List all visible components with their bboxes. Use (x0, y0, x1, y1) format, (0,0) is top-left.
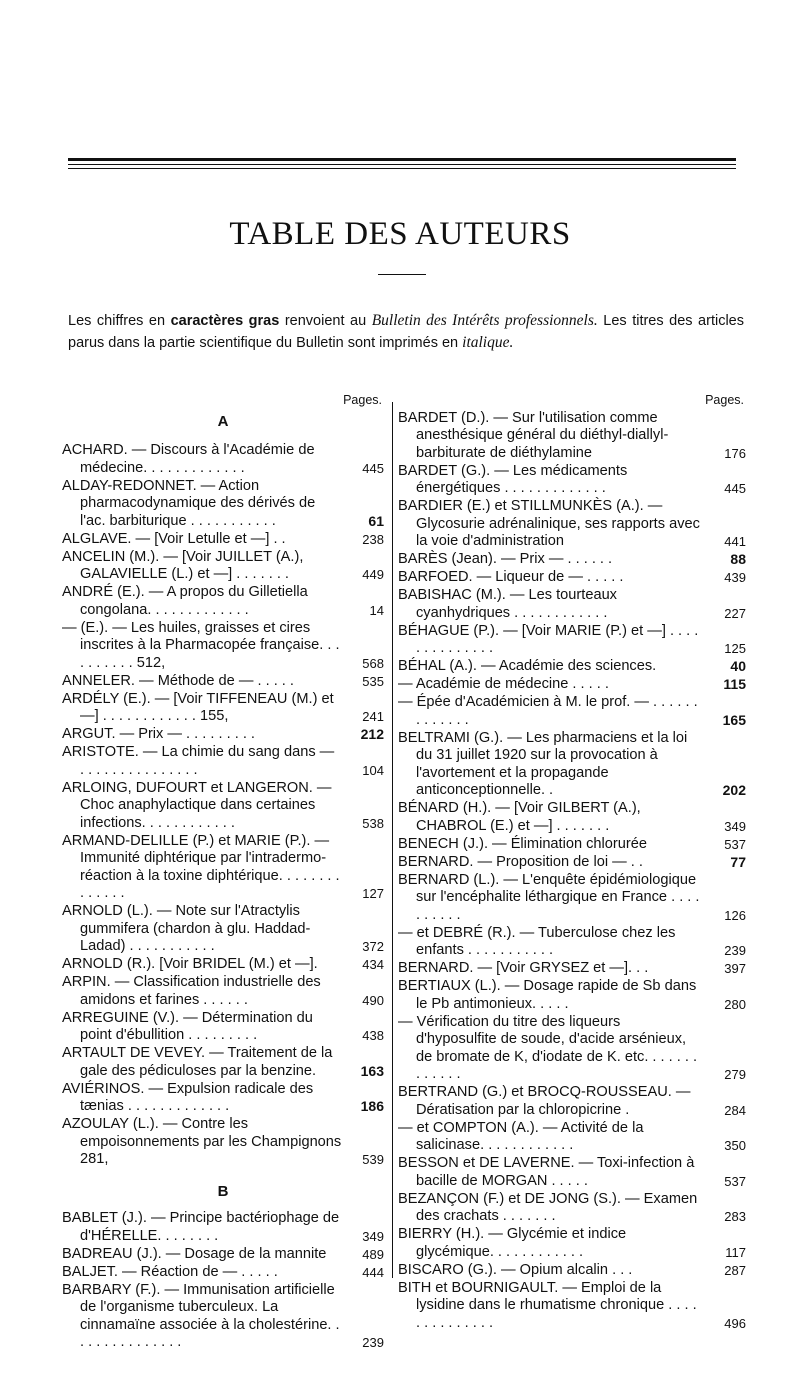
entry-page-number: 165 (722, 711, 746, 728)
index-entry (398, 658, 746, 676)
entry-page-number: 125 (724, 641, 746, 656)
entries-a (62, 442, 384, 1169)
intro-italic-2: italique. (462, 334, 514, 351)
entry-page-number: 212 (360, 726, 384, 742)
entry-text: ARLOING, DUFOURT et LANGERON. — Choc anaphylactique dans certaines infections. . . . . . . . . . . . (62, 779, 332, 831)
letter-heading-a: A (217, 412, 229, 430)
page-title: TABLE DES AUTEURS (229, 216, 571, 252)
index-entry (398, 730, 746, 800)
entry-page-number: 490 (362, 992, 384, 1008)
entry-text: BABLET (J.). — Principe bactériophage de d'HÉRELLE. . . . . . . . (62, 1210, 340, 1244)
entry-text: BARDET (D.). — Sur l'utilisation comme anesthésique général du diéthyl-diallyl-barbiturate de diéthylamine (398, 409, 669, 461)
index-entry (398, 463, 746, 498)
entry-text: BESSON et DE LAVERNE. — Toxi-infection à bacille de MORGAN . . . . . (398, 1155, 695, 1189)
index-entry (62, 1210, 384, 1245)
entry-page-number: 489 (362, 1246, 384, 1262)
entry-page-number: 568 (362, 655, 384, 671)
entries-b (62, 1210, 384, 1352)
top-double-rule (68, 158, 736, 165)
entry-page-number: 535 (362, 673, 384, 689)
entry-text: BALJET. — Réaction de — . . . . . (62, 1263, 278, 1280)
entry-text: BISCARO (G.). — Opium alcalin . . . (398, 1261, 633, 1278)
entry-text: — Vérification du titre des liqueurs d'hyposulfite de soude, d'acide arsénieux, de bromate de K, d'iodate de K. etc. . . . . . . . . . . . . (398, 1013, 698, 1082)
index-entry (398, 498, 746, 551)
index-entry (62, 531, 384, 549)
entry-text: ARGUT. — Prix — . . . . . . . . . (62, 726, 255, 742)
index-entry (398, 836, 746, 854)
entry-text: AZOULAY (L.). — Contre les empoisonnements par les Champignons 281, (62, 1116, 342, 1167)
index-entry (398, 587, 746, 622)
entry-text: BELTRAMI (G.). — Les pharmaciens et la loi du 31 juillet 1920 sur la provocation à l'avortement et la propagande anticonceptionnelle. . (398, 729, 688, 798)
entry-page-number: 349 (724, 818, 746, 834)
entry-page-number: 61 (368, 512, 384, 529)
entry-text: BERTRAND (G.) et BROCQ-ROUSSEAU. — Dératisation par la chloropicrine . (398, 1084, 691, 1118)
index-entry (62, 1045, 384, 1080)
index-entry (62, 442, 384, 477)
entry-page-number: 441 (724, 534, 746, 549)
entry-page-number: 444 (362, 1264, 384, 1280)
index-entry (398, 1262, 746, 1280)
entry-page-number: 239 (724, 943, 746, 958)
index-entry (398, 925, 746, 960)
entry-text: ARPIN. — Classification industrielle des amidons et farines . . . . . . (62, 974, 321, 1008)
entry-page-number: 434 (362, 957, 384, 972)
index-entry (62, 726, 384, 744)
entry-text: BERTIAUX (L.). — Dosage rapide de Sb dans le Pb antimonieux. . . . . (398, 978, 697, 1012)
index-entry (398, 694, 746, 729)
entry-page-number: 496 (724, 1315, 746, 1331)
index-entry (398, 1084, 746, 1119)
index-entry (398, 1155, 746, 1190)
index-entry (62, 956, 384, 974)
intro-bold: caractères gras (170, 313, 280, 329)
entry-page-number: 438 (362, 1028, 384, 1043)
entry-text: — et DEBRÉ (R.). — Tuberculose chez les enfants . . . . . . . . . . . (398, 924, 676, 958)
entry-page-number: 104 (362, 762, 384, 778)
entry-page-number: 77 (730, 853, 746, 870)
entry-page-number: 539 (362, 1152, 384, 1167)
entry-text: — (E.). — Les huiles, graisses et cires inscrites à la Pharmacopée française. . . . . . . . . . 512, (62, 619, 340, 671)
entry-text: BERNARD. — Proposition de loi — . . (398, 853, 643, 870)
intro-italic-1: Bulletin des Intérêts professionnels. (371, 312, 598, 329)
index-entry (398, 1191, 746, 1226)
entry-page-number: 14 (369, 602, 384, 618)
index-entry (62, 1246, 384, 1264)
entry-text: ARISTOTE. — La chimie du sang dans — . . . . . . . . . . . . . . . (62, 744, 335, 778)
entry-text: BARDIER (E.) et STILLMUNKÈS (A.). — Glycosurie adrénalinique, ses rapports avec la voie d'administration (398, 498, 700, 549)
entry-page-number: 283 (724, 1209, 746, 1224)
index-entry (398, 623, 746, 658)
entry-page-number: 126 (724, 907, 746, 923)
index-entry (62, 1264, 384, 1282)
entry-page-number: 445 (724, 481, 746, 496)
pages-label-right: Pages. (705, 393, 744, 407)
entry-text: ALGLAVE. — [Voir Letulle et —] . . (62, 530, 286, 547)
entry-text: ARNOLD (R.). [Voir BRIDEL (M.) et —]. (62, 956, 318, 972)
entry-text: — Épée d'Académicien à M. le prof. — . . . . . . . . . . . . . (398, 694, 698, 728)
entry-text: ACHARD. — Discours à l'Académie de médecine. . . . . . . . . . . . . (62, 442, 315, 476)
entry-page-number: 127 (362, 886, 384, 901)
index-entry (62, 903, 384, 956)
index-entry (398, 854, 746, 872)
index-entry (398, 1120, 746, 1155)
entry-page-number: 445 (362, 460, 384, 476)
entry-page-number: 287 (724, 1262, 746, 1278)
index-entry (62, 1282, 384, 1352)
entry-text: ANCELIN (M.). — [Voir JUILLET (A.), GALAVIELLE (L.) et —] . . . . . . . (62, 548, 304, 582)
entry-text: BÉNARD (H.). — [Voir GILBERT (A.), CHABROL (E.) et —] . . . . . . . (398, 800, 641, 834)
entry-text: BÉHAGUE (P.). — [Voir MARIE (P.) et —] . . . . . . . . . . . . . . (398, 622, 699, 656)
title-underline (378, 274, 426, 275)
entry-page-number: 40 (730, 658, 746, 674)
entry-text: BARDET (G.). — Les médicaments énergétiques . . . . . . . . . . . . . (398, 462, 628, 496)
index-entry (398, 800, 746, 835)
index-entry (398, 872, 746, 925)
left-column (62, 392, 384, 1352)
entry-text: BARÈS (Jean). — Prix — . . . . . . (398, 551, 613, 567)
right-column (398, 392, 746, 1333)
index-entry (398, 1014, 746, 1084)
index-entry (62, 1010, 384, 1045)
entries-b-continued (398, 410, 746, 1333)
entry-page-number: 227 (724, 605, 746, 621)
index-entry (398, 569, 746, 587)
entry-page-number: 449 (362, 567, 384, 582)
index-entry (62, 744, 384, 779)
entry-text: BARBARY (F.). — Immunisation artificielle de l'organisme tuberculeux. La cinnamaïne associée à la cholestérine. . . . . . . . . . . . . . . (62, 1281, 340, 1350)
entry-page-number: 280 (724, 996, 746, 1012)
entry-text: AVIÉRINOS. — Expulsion radicale des tænias . . . . . . . . . . . . . (62, 1080, 314, 1114)
entry-text: ALDAY-REDONNET. — Action pharmacodynamique des dérivés de l'ac. barbiturique . . . . . . . . . . . (62, 477, 316, 529)
entry-text: BERNARD. — [Voir GRYSEZ et —]. . . (398, 960, 649, 976)
entry-page-number: 117 (725, 1244, 746, 1260)
entry-page-number: 163 (360, 1062, 384, 1079)
entry-page-number: 538 (362, 815, 384, 831)
entry-page-number: 115 (723, 676, 746, 692)
index-entry (398, 960, 746, 978)
index-entry (398, 1226, 746, 1261)
entry-page-number: 238 (362, 531, 384, 547)
index-entry (398, 1280, 746, 1333)
entry-text: ARDÉLY (E.). — [Voir TIFFENEAU (M.) et —] . . . . . . . . . . . . 155, (62, 690, 334, 724)
entry-page-number: 537 (724, 1173, 746, 1189)
entry-page-number: 537 (724, 836, 746, 852)
index-entry (62, 673, 384, 691)
entry-page-number: 372 (362, 939, 384, 954)
intro-text-3: Les titres des articles parus dans la partie scientifique du Bulletin sont imprimés en (68, 313, 744, 351)
entry-text: BADREAU (J.). — Dosage de la mannite (62, 1245, 327, 1262)
entry-text: ANDRÉ (E.). — A propos du Gilletiella congolana. . . . . . . . . . . . . (62, 584, 308, 618)
entry-page-number: 439 (724, 570, 746, 585)
entry-text: BÉHAL (A.). — Académie des sciences. (398, 658, 657, 674)
intro-text-1: Les chiffres en (68, 313, 171, 329)
entry-text: ARNOLD (L.). — Note sur l'Atractylis gummifera (chardon à glu. Haddad-Ladad) . . . . . . . . . . . (62, 903, 311, 954)
entry-text: BEZANÇON (F.) et DE JONG (S.). — Examen des crachats . . . . . . . (398, 1190, 698, 1224)
entry-page-number: 397 (724, 961, 746, 976)
entry-page-number: 279 (724, 1067, 746, 1082)
entry-text: — et COMPTON (A.). — Activité de la salicinase. . . . . . . . . . . . (398, 1119, 644, 1153)
index-entry (62, 478, 384, 531)
entry-page-number: 241 (362, 709, 384, 724)
entry-text: BABISHAC (M.). — Les tourteaux cyanhydriques . . . . . . . . . . . . (398, 587, 617, 621)
entry-page-number: 350 (724, 1138, 746, 1153)
index-entry (62, 549, 384, 584)
entry-page-number: 176 (724, 445, 746, 461)
entry-page-number: 349 (362, 1228, 384, 1244)
entry-text: ARMAND-DELILLE (P.) et MARIE (P.). — Immunité diphtérique par l'intradermo-réaction à la toxine diphtérique. . . . . . . . . . . . . . (62, 832, 340, 901)
index-entry (62, 691, 384, 726)
index-entry (62, 833, 384, 903)
intro-paragraph (68, 310, 744, 354)
index-entry (62, 584, 384, 619)
index-entry (62, 1116, 384, 1169)
entry-page-number: 88 (730, 551, 746, 567)
index-entry (62, 974, 384, 1009)
entry-page-number: 284 (724, 1102, 746, 1118)
entry-page-number: 202 (722, 782, 746, 798)
index-entry (398, 551, 746, 569)
entry-text: BITH et BOURNIGAULT. — Emploi de la lysidine dans le rhumatisme chronique . . . . . . . . . . . . . . (398, 1279, 697, 1331)
entry-text: BENECH (J.). — Élimination chlorurée (398, 835, 647, 852)
index-entry (398, 676, 746, 694)
index-entry (398, 410, 746, 463)
index-entry (62, 780, 384, 833)
letter-heading-b: B (217, 1182, 229, 1200)
entry-page-number: 186 (360, 1098, 384, 1114)
pages-label-left: Pages. (343, 393, 382, 407)
index-entry (62, 620, 384, 673)
index-entry (62, 1081, 384, 1116)
entry-text: BIERRY (H.). — Glycémie et indice glycémique. . . . . . . . . . . . (398, 1226, 627, 1260)
intro-text-2: renvoient au (279, 313, 372, 329)
entry-text: ANNELER. — Méthode de — . . . . . (62, 672, 294, 689)
index-entry (398, 978, 746, 1013)
top-rule-thin (68, 168, 736, 169)
entry-text: ARREGUINE (V.). — Détermination du point d'ébullition . . . . . . . . . (62, 1009, 313, 1043)
entry-text: BERNARD (L.). — L'enquête épidémiologique sur l'encéphalite léthargique en France . . . . . . . . . . (398, 871, 700, 923)
entry-text: — Académie de médecine . . . . . (398, 676, 609, 692)
column-divider (392, 402, 393, 1278)
entry-text: BARFOED. — Liqueur de — . . . . . (398, 569, 624, 585)
entry-text: ARTAULT DE VEVEY. — Traitement de la gale des pédiculoses par la benzine. (62, 1045, 333, 1079)
entry-page-number: 239 (362, 1335, 384, 1350)
